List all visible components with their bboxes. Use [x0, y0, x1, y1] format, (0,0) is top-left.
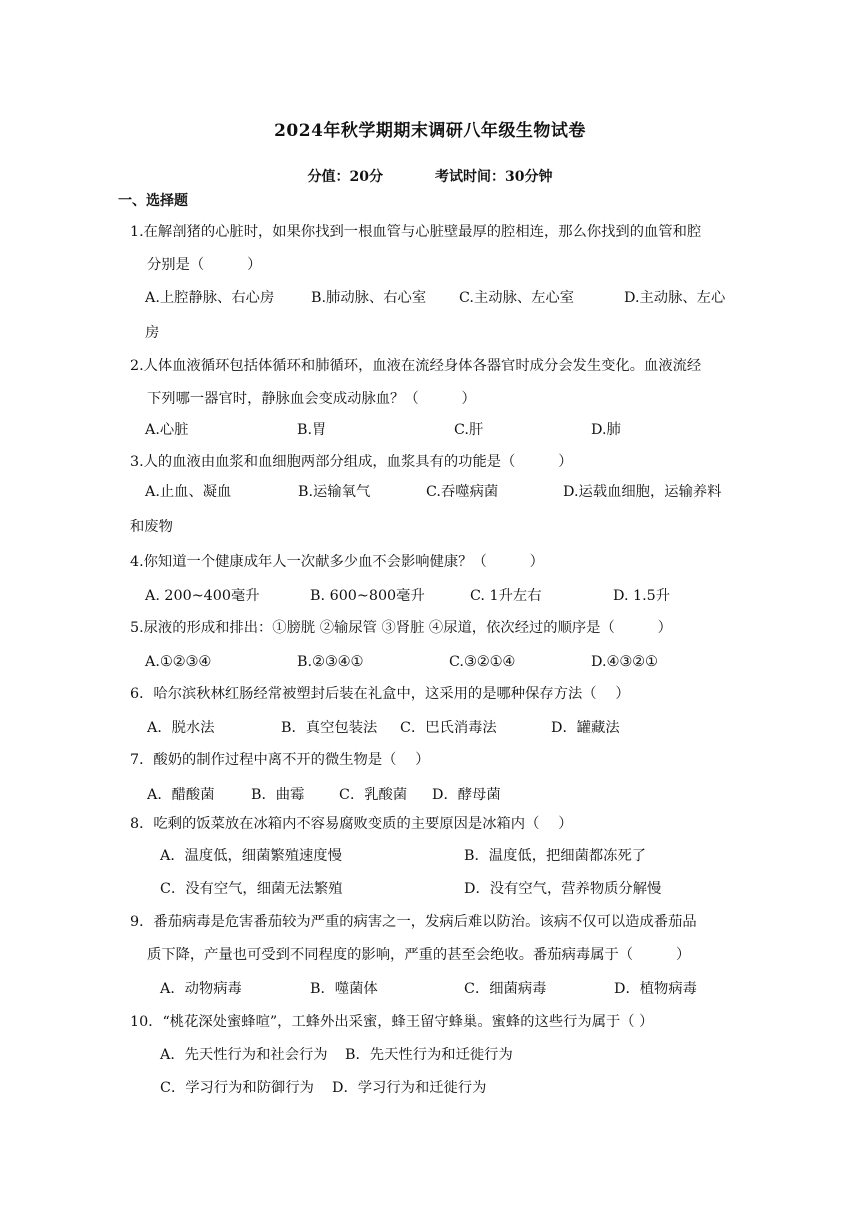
question-stem-line: 下列哪一器官时，静脉血会变成动脉血？（ ） — [147, 391, 476, 407]
option-d: D．没有空气，营养物质分解慢 — [464, 881, 662, 897]
option-b: B．先天性行为和迁徙行为 — [345, 1047, 513, 1063]
option-d: D.运载血细胞，运输养料 — [563, 484, 722, 500]
option-d: D.肺 — [591, 422, 621, 438]
option-b: B.②③④① — [297, 654, 364, 670]
option-b: B.运输氧气 — [298, 484, 371, 500]
option-a: A.①②③④ — [145, 654, 212, 670]
option-c: C.主动脉、左心室 — [459, 290, 575, 306]
option-d: D.④③②① — [591, 654, 658, 670]
option-d: D．植物病毒 — [614, 981, 697, 997]
question-5-stem — [130, 612, 735, 645]
option-d: D.主动脉、左心 — [624, 290, 726, 306]
option-d: D．酵母菌 — [432, 787, 501, 803]
question-stem-line: 4.你知道一个健康成年人一次献多少血不会影响健康？（ ） — [130, 554, 544, 570]
question-stem-line: 5.尿液的形成和排出：①膀胱 ②输尿管 ③肾脏 ④尿道，依次经过的顺序是（ ） — [130, 620, 672, 636]
question-2-stem — [130, 350, 735, 416]
option-a: A.心脏 — [145, 422, 189, 438]
option-b: B. 600~800毫升 — [310, 588, 425, 604]
exam-title: 2024年秋学期期末调研八年级生物试卷 — [274, 121, 586, 141]
question-stem-line: 3.人的血液由血浆和血细胞两部分组成，血浆具有的功能是（ ） — [130, 454, 573, 470]
option-b: B．温度低，把细菌都冻死了 — [464, 848, 647, 864]
option-wrap: 和废物 — [130, 519, 173, 535]
question-4-stem — [130, 546, 735, 579]
option-a: A．温度低，细菌繁殖速度慢 — [160, 848, 342, 864]
option-c: C．学习行为和防御行为 — [160, 1080, 314, 1096]
question-stem-line: 6．哈尔滨秋林红肠经常被塑封后装在礼盒中，这采用的是哪种保存方法（ ） — [130, 686, 630, 702]
question-9-stem — [130, 906, 735, 972]
option-wrap: 房 — [145, 325, 160, 341]
question-stem-line: 质下降，产量也可受到不同程度的影响，严重的甚至会绝收。番茄病毒属于（ ） — [147, 947, 691, 963]
option-d: D．罐藏法 — [551, 720, 620, 736]
option-c: C.③②①④ — [449, 654, 516, 670]
option-b: B．噬菌体 — [310, 981, 378, 997]
question-stem-line: 1.在解剖猪的心脏时，如果你找到一根血管与心脏壁最厚的腔相连，那么你找到的血管和腔 — [130, 224, 702, 240]
option-c: C. 1升左右 — [470, 588, 542, 604]
option-a: A．动物病毒 — [160, 981, 242, 997]
option-b: B．曲霉 — [251, 787, 305, 803]
question-3-stem — [130, 446, 735, 479]
question-stem-line: 9．番茄病毒是危害番茄较为严重的病害之一，发病后难以防治。该病不仅可以造成番茄品 — [130, 914, 697, 930]
option-d: D．学习行为和迁徙行为 — [332, 1080, 487, 1096]
question-7-stem — [130, 744, 735, 777]
question-1-stem — [130, 216, 735, 282]
question-8-stem — [130, 808, 735, 841]
option-c: C．巴氏消毒法 — [400, 720, 497, 736]
option-b: B．真空包装法 — [281, 720, 378, 736]
option-c: C．细菌病毒 — [464, 981, 547, 997]
option-d: D. 1.5升 — [613, 588, 671, 604]
option-a: A.上腔静脉、右心房 — [145, 290, 275, 306]
section-heading: 一、选择题 — [118, 193, 188, 209]
exam-meta — [0, 166, 860, 186]
option-b: B.胃 — [297, 422, 327, 438]
question-stem-line: 8．吃剩的饭菜放在冰箱内不容易腐败变质的主要原因是冰箱内（ ） — [130, 816, 573, 832]
option-c: C．乳酸菌 — [339, 787, 408, 803]
question-stem-line: 2.人体血液循环包括体循环和肺循环，血液在流经身体各器官时成分会发生变化。血液流经 — [130, 358, 702, 374]
question-stem-line: 7．酸奶的制作过程中离不开的微生物是（ ） — [130, 752, 430, 768]
option-a: A．先天性行为和社会行为 — [160, 1047, 328, 1063]
option-a: A.止血、凝血 — [145, 484, 232, 500]
option-b: B.肺动脉、右心室 — [311, 290, 427, 306]
option-c: C.肝 — [454, 422, 484, 438]
option-a: A．脱水法 — [147, 720, 215, 736]
score-label: 分值：20分 — [307, 169, 383, 185]
option-a: A. 200~400毫升 — [145, 588, 260, 604]
question-6-stem — [130, 678, 735, 711]
time-label: 考试时间：30分钟 — [435, 169, 553, 185]
option-c: C．没有空气，细菌无法繁殖 — [160, 881, 343, 897]
question-stem-line: 10．“桃花深处蜜蜂喧”，工蜂外出采蜜，蜂王留守蜂巢。蜜蜂的这些行为属于（ ） — [130, 1014, 654, 1030]
question-stem-line: 分别是（ ） — [147, 257, 262, 273]
option-c: C.吞噬病菌 — [426, 484, 499, 500]
question-10-stem — [130, 1006, 735, 1039]
option-a: A．醋酸菌 — [147, 787, 215, 803]
